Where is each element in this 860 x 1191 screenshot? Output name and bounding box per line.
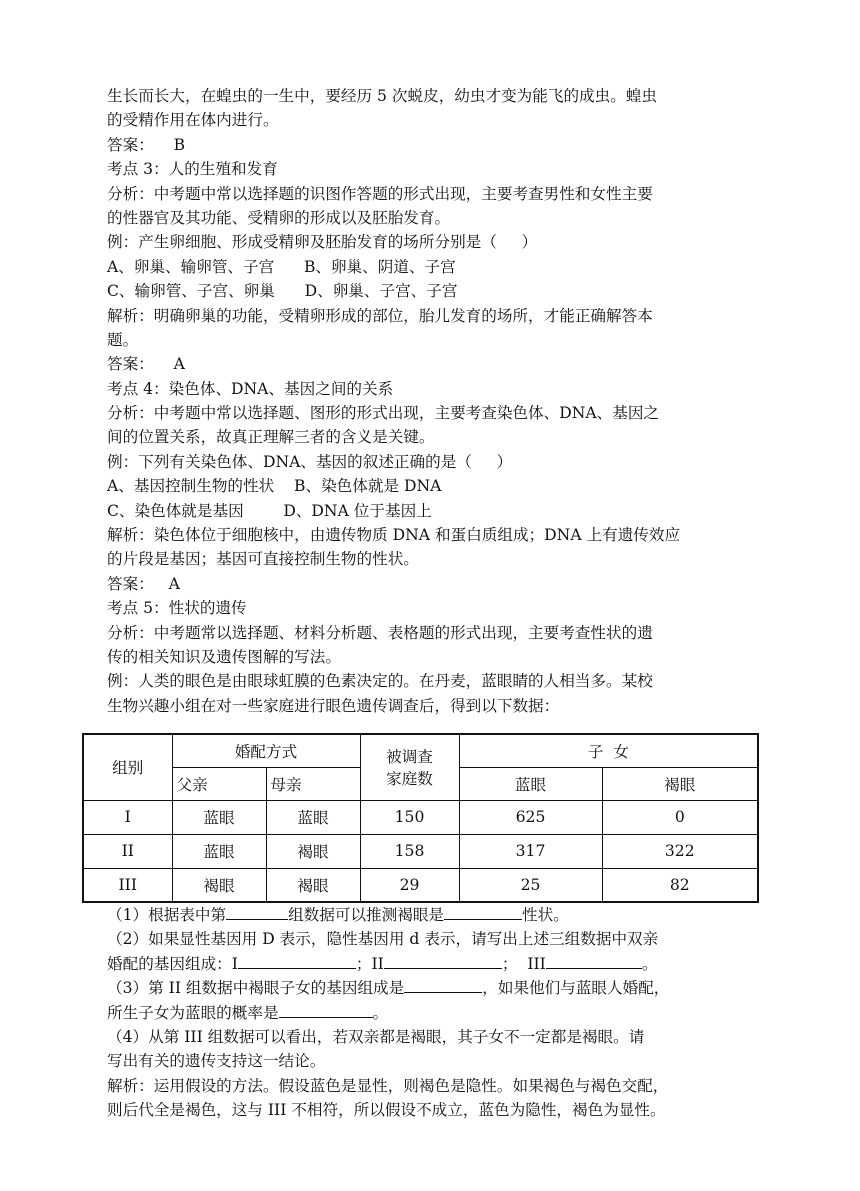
text-line: 例：人类的眼色是由眼球虹膜的色素决定的。在丹麦，蓝眼睛的人相当多。某校 (107, 672, 653, 691)
question-text: ，如果他们与蓝眼人婚配， (482, 979, 670, 998)
option-line: C、输卵管、子宫、卵巢 D、卵巢、子宫、子宫 (107, 282, 458, 301)
analysis-line1: 解析：运用假设的方法。假设蓝色是显性，则褐色是隐性。如果褐色与褐色交配， (107, 1076, 669, 1095)
text-line: 生长而长大，在蝗虫的一生中，要经历 5 次蜕皮，幼虫才变为能飞的成虫。蝗虫 (107, 87, 658, 105)
text-line: 分析：中考题中常以选择题的识图作答题的形式出现，主要考查男性和女性主要 (107, 184, 653, 203)
question-2-line2 (107, 952, 757, 976)
text-line: 分析：中考题常以选择题、材料分析题、表格题的形式出现，主要考查性状的遗 (107, 623, 653, 642)
cell-group: III (83, 868, 172, 902)
option-line: A、卵巢、输卵管、子宫 B、卵巢、阴道、子宫 (107, 257, 456, 276)
answer-blank[interactable] (444, 903, 522, 920)
question-text: （3）第 II 组数据中褐眼子女的基因组成是 (107, 979, 405, 998)
question-text: ；II (355, 954, 384, 973)
table-row (83, 834, 758, 868)
text-line: 题。 (107, 330, 139, 349)
question-3-line2 (107, 1001, 757, 1025)
answer-blank[interactable] (546, 952, 642, 969)
question-4-line1: （4）从第 III 组数据可以看出，若双亲都是褐眼，其子女不一定都是褐眼。请 (107, 1027, 645, 1046)
section-heading: 考点 4：染色体、DNA、基因之间的关系 (107, 379, 394, 398)
cell-families: 158 (360, 834, 459, 868)
text-line: 的受精作用在体内进行。 (107, 111, 279, 130)
text-line: 间的位置关系，故真正理解三者的含义是关键。 (107, 428, 435, 447)
text-line: 的性器官及其功能、受精卵的形成以及胚胎发育。 (107, 208, 451, 227)
header-mother: 母亲 (266, 767, 360, 800)
answer-line: 答案： A (107, 574, 180, 593)
cell-brown: 0 (602, 800, 758, 834)
option-line: C、染色体就是基因 D、DNA 位于基因上 (107, 501, 432, 520)
question-2-line1: （2）如果显性基因用 D 表示，隐性基因用 d 表示，请写出上述三组数据中双亲 (107, 930, 659, 949)
answer-line: 答案： A (107, 355, 185, 374)
cell-blue: 25 (459, 868, 602, 902)
answer-blank[interactable] (226, 903, 288, 920)
cell-blue: 625 (459, 800, 602, 834)
header-group: 组别 (83, 734, 172, 800)
table-row (83, 868, 758, 902)
table-row (83, 800, 758, 834)
cell-group: II (83, 834, 172, 868)
question-text: 婚配的基因组成：I (107, 954, 238, 973)
cell-mother: 褐眼 (266, 834, 360, 868)
question-text: ； III (501, 954, 546, 973)
cell-brown: 82 (602, 868, 758, 902)
answer-blank[interactable] (384, 952, 502, 969)
cell-brown: 322 (602, 834, 758, 868)
answer-blank[interactable] (404, 976, 482, 993)
question-3-line1 (107, 976, 757, 1000)
section-heading: 考点 5：性状的遗传 (107, 599, 247, 618)
cell-father: 褐眼 (172, 868, 266, 902)
answer-blank[interactable] (279, 1001, 373, 1018)
question-block (107, 903, 757, 1123)
question-text: 。 (372, 1003, 389, 1022)
text-line: 生物兴趣小组在对一些家庭进行眼色遗传调查后，得到以下数据： (107, 696, 560, 715)
question-1 (107, 903, 757, 927)
text-line: 分析：中考题中常以选择题、图形的形式出现，主要考查染色体、DNA、基因之 (107, 404, 660, 423)
answer-line: 答案： B (107, 135, 186, 154)
header-children: 子 女 (459, 734, 758, 767)
cell-mother: 蓝眼 (266, 800, 360, 834)
document-body (107, 84, 757, 718)
header-surveyed (360, 734, 459, 800)
text-line: 的片段是基因；基因可直接控制生物的性状。 (107, 550, 419, 569)
header-brown: 褐眼 (602, 767, 758, 800)
cell-father: 蓝眼 (172, 800, 266, 834)
header-father: 父亲 (172, 767, 266, 800)
question-text: 性状。 (522, 906, 569, 924)
text-line: 解析：明确卵巢的功能，受精卵形成的部位，胎儿发育的场所，才能正确解答本 (107, 306, 653, 325)
question-line: 例：下列有关染色体、DNA、基因的叙述正确的是（ ） (107, 452, 513, 471)
question-text: 。 (641, 954, 658, 973)
option-line: A、基因控制生物的性状 B、染色体就是 DNA (107, 477, 442, 496)
eye-color-table (82, 733, 759, 903)
cell-families: 150 (360, 800, 459, 834)
cell-mother: 褐眼 (266, 868, 360, 902)
cell-blue: 317 (459, 834, 602, 868)
text-line: 解析：染色体位于细胞核中，由遗传物质 DNA 和蛋白质组成；DNA 上有遗传效应 (107, 526, 681, 545)
question-text: 组数据可以推测褐眼是 (288, 906, 445, 924)
analysis-line2: 则后代全是褐色，这与 III 不相符，所以假设不成立，蓝色为隐性，褐色为显性。 (107, 1101, 666, 1120)
answer-blank[interactable] (238, 952, 356, 969)
header-marriage: 婚配方式 (172, 734, 360, 767)
question-4-line2: 写出有关的遗传支持这一结论。 (107, 1052, 326, 1071)
question-line: 例：产生卵细胞、形成受精卵及胚胎发育的场所分别是（ ） (107, 233, 538, 252)
header-surveyed-line1: 被调查 (386, 748, 433, 767)
header-blue: 蓝眼 (459, 767, 602, 800)
cell-group: I (83, 800, 172, 834)
cell-father: 蓝眼 (172, 834, 266, 868)
header-surveyed-line2: 家庭数 (386, 770, 433, 789)
section-heading: 考点 3：人的生殖和发育 (107, 160, 278, 179)
question-text: （1）根据表中第 (107, 906, 227, 924)
text-line: 传的相关知识及遗传图解的写法。 (107, 647, 341, 666)
cell-families: 29 (360, 868, 459, 902)
question-text: 所生子女为蓝眼的概率是 (107, 1003, 279, 1022)
